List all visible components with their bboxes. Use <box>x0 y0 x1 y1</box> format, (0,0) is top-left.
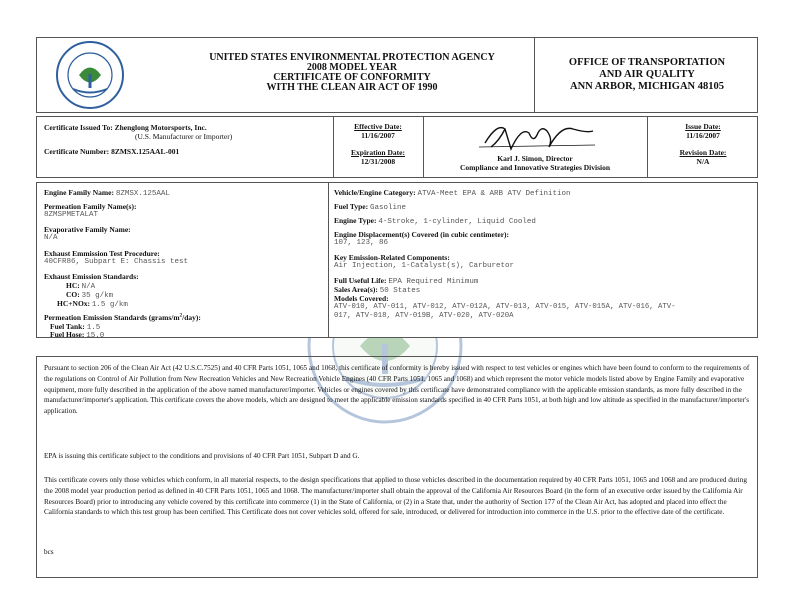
office-line: OFFICE OF TRANSPORTATION <box>568 57 726 68</box>
body-paragraph: This certificate covers only those vehicles which conform, in all material respects, to the design specifications that applied to those vehicles described in the documentation required by 40 CFR Parts 1051, 1065 and 1068 and are produced during the 2008 model year production period as defined in 40 CFR Parts 1051, 1065 and 1068. The manufacturer/importer shall obtain the approval of the California Air Resources Board (in the form of an executive order issued by the California Air Resources Board) prior to introducing any vehicle covered by this certificate into commerce (1) in the State of California, or (2) in a State that, under the authority of Section 177 of the Clean Air Act, has adopted and placed into effect the California standards to which this test group has been certified. This Certificate does not cover vehicles sold, offered for sale, introduced, or delivered for introduction into commerce in the U.S. prior to the effective date of the certificate. <box>44 476 747 517</box>
expiration-date-label: Expiration Date: <box>351 148 405 157</box>
engine-details <box>36 182 758 338</box>
fuel-tank-label: Fuel Tank: <box>50 322 85 331</box>
sales-area-value: 50 States <box>379 287 421 295</box>
certificate-body <box>36 356 758 578</box>
hcnox-label: HC+NOx: <box>57 299 91 308</box>
test-procedure-label: Exhaust Emmission Test Procedure: <box>44 249 160 258</box>
fuel-hose-row <box>50 330 104 340</box>
issued-to-sub: (U.S. Manufacturer or Importer) <box>135 132 233 141</box>
expiration-date-value: 12/31/2008 <box>360 157 396 166</box>
signer-division: Compliance and Innovative Strategies Division <box>459 163 610 172</box>
expiration-date-block <box>333 148 423 166</box>
models-line: ATV-010, ATV-011, ATV-012, ATV-012A, ATV-013, ATV-015, ATV-015A, ATV-016, ATV- <box>334 303 676 311</box>
effective-date-value: 11/16/2007 <box>361 131 395 140</box>
components-label: Key Emission-Related Components: <box>334 253 450 262</box>
issue-date-block <box>647 122 759 140</box>
agency-title <box>187 53 517 93</box>
engine-family-row <box>44 188 170 198</box>
displacement-value: 107, 123, 86 <box>334 239 389 247</box>
co-label: CO: <box>66 290 80 299</box>
evaporative-family-label: Evaporative Family Name: <box>44 225 131 234</box>
components-value: Air Injection, 1-Catalyst(s), Carburetor <box>334 262 515 270</box>
revision-date-block <box>647 148 759 166</box>
issued-to-row <box>44 123 207 132</box>
fuel-hose-label: Fuel Hose: <box>50 330 85 339</box>
evaporative-family-value: N/A <box>44 234 58 242</box>
revision-date-value: N/A <box>696 157 710 166</box>
clean-air-act-line: WITH THE CLEAN AIR ACT OF 1990 <box>266 82 438 93</box>
category-label: Vehicle/Engine Category: <box>334 188 416 197</box>
certificate-number-label: Certificate Number: <box>44 147 110 156</box>
engine-family-value: 8ZMSX.125AAL <box>115 190 170 198</box>
fuel-type-row <box>334 202 406 212</box>
fuel-tank-value: 1.5 <box>86 324 101 332</box>
certificate-number-row <box>44 147 179 156</box>
engine-type-label: Engine Type: <box>334 216 377 225</box>
certificate-title-line: CERTIFICATE OF CONFORMITY <box>273 72 431 83</box>
engine-family-label: Engine Family Name: <box>44 188 114 197</box>
epa-logo-icon <box>55 40 125 110</box>
permeation-standards-label: Permeation Emission Standards $(grams/m^2/day)$: <box>44 313 201 322</box>
emission-standards-label: Exhaust Emission Standards: <box>44 272 139 281</box>
engine-type-row <box>334 216 536 226</box>
issue-date-value: 11/16/2007 <box>686 131 720 140</box>
displacement-label: Engine Displacement(s) Covered (in cubic centimeter): <box>334 230 510 239</box>
sales-area-label: Sales Area(s): <box>334 285 378 294</box>
issued-to-value: Zhenglong Motorsports, Inc. <box>114 123 207 132</box>
hcnox-value: 1.5 g/km <box>91 301 128 309</box>
office-block <box>534 38 759 112</box>
fuel-type-value: Gasoline <box>369 204 406 212</box>
models-line: 017, ATV-018, ATV-019B, ATV-020, ATV-020A <box>334 312 514 320</box>
useful-life-value: EPA Required Minimum <box>388 278 479 286</box>
fuel-hose-value: 15.0 <box>86 332 105 340</box>
certificate-info <box>36 116 758 178</box>
initials: bcs <box>44 548 54 556</box>
signature-icon <box>477 119 597 153</box>
hcnox-row <box>57 299 128 309</box>
hc-value: N/A <box>81 283 96 291</box>
certificate-number-value: 8ZMSX.125AAL-001 <box>111 147 180 156</box>
effective-date-block <box>333 122 423 140</box>
co-value: 35 g/km <box>81 292 114 300</box>
effective-date-label: Effective Date: <box>354 122 402 131</box>
models-label: Models Covered: <box>334 294 389 303</box>
body-paragraph: Pursuant to section 206 of the Clean Air Act (42 U.S.C.7525) and 40 CFR Parts 1051, 1065 and 1068, this certificate of conformity is hereby issued with respect to test vehicles or engines which have been found to conform to the requirements of the regulations on Control of Air Pollution from New Recreation Vehicles and New Recreation Vehicle Engines (40 CFR Parts 1051, 1065 and 1068) and which represent the motor vehicle models listed above by Engine Family and evaporative equipment, more fully described in the application of the above named manufacturer/importer. Vehicles or engines covered by this certificate have demonstrated compliance with the applicable emission standards, as more fully described in the manufacturer/importer's application. This certificate covers the above models, which are designed to meet the applicable emission standards specified in 40 CFR Parts 1051, at both high and low altitude as specified in the manufacturer/importer's application. <box>44 364 750 416</box>
issue-date-label: Issue Date: <box>685 122 721 131</box>
revision-date-label: Revision Date: <box>679 148 727 157</box>
certificate-header <box>36 37 758 113</box>
model-year-line: 2008 MODEL YEAR <box>306 62 398 73</box>
issued-to-label: Certificate Issued To: <box>44 123 113 132</box>
signer-name: Karl J. Simon, Director <box>497 154 573 163</box>
category-row <box>334 188 571 198</box>
permeation-family-value: 8ZMSPMETALAT <box>44 211 99 219</box>
signer-block <box>423 154 647 172</box>
test-procedure-value: 40CFR86, Subpart E: Chassis test <box>44 258 189 266</box>
permeation-family-label: Permeation Family Name(s): <box>44 202 137 211</box>
office-line: AND AIR QUALITY <box>599 69 695 80</box>
body-paragraph: EPA is issuing this certificate subject to the conditions and provisions of 40 CFR Part 1051, Subpart D and G. <box>44 452 360 460</box>
office-address-line: ANN ARBOR, MICHIGAN 48105 <box>569 81 724 92</box>
fuel-type-label: Fuel Type: <box>334 202 369 211</box>
category-value: ATVA-Meet EPA & ARB ATV Definition <box>417 190 571 198</box>
engine-type-value: 4-Stroke, 1-cylinder, Liquid Cooled <box>378 218 536 226</box>
agency-line: UNITED STATES ENVIRONMENTAL PROTECTION AGENCY <box>209 52 495 63</box>
hc-label: HC: <box>66 281 80 290</box>
useful-life-label: Full Useful Life: <box>334 276 387 285</box>
